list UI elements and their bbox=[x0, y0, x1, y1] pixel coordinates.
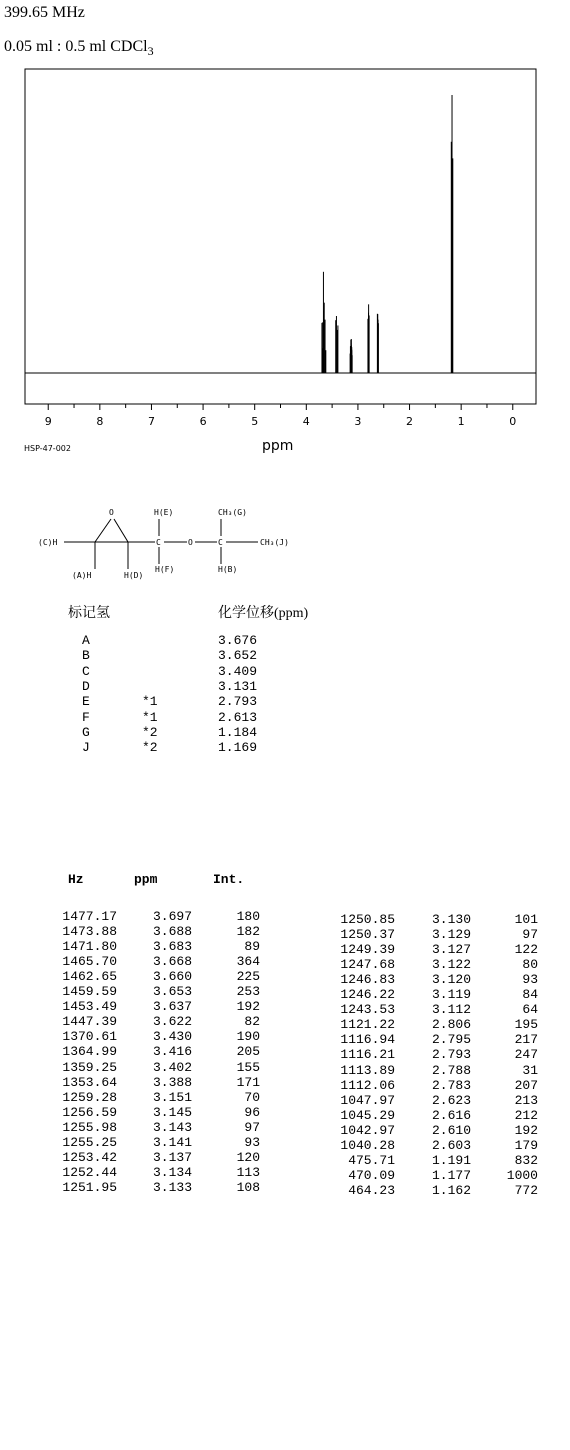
peak-intensity: 89 bbox=[244, 939, 260, 955]
peak-ppm: 2.806 bbox=[431, 1017, 471, 1033]
peak-intensity: 96 bbox=[244, 1104, 260, 1120]
hydrogen-label: A bbox=[82, 633, 90, 648]
peak-hz: 1047.97 bbox=[340, 1092, 395, 1108]
peak-row bbox=[0, 1017, 570, 1032]
peak-layer bbox=[322, 95, 453, 373]
peak-hz: 1255.25 bbox=[62, 1134, 117, 1150]
peak-ppm: 3.388 bbox=[152, 1074, 192, 1090]
x-tick-label: 9 bbox=[44, 415, 52, 428]
structure-bonds bbox=[64, 519, 258, 569]
peak-hz: 1259.28 bbox=[62, 1089, 117, 1105]
peak-row bbox=[0, 1063, 570, 1078]
h-e-label: H(E) bbox=[154, 508, 174, 517]
peak-ppm: 3.660 bbox=[152, 969, 192, 985]
peak-ppm: 3.637 bbox=[152, 999, 192, 1015]
shift-row bbox=[68, 725, 328, 739]
peak-hz: 1250.37 bbox=[340, 927, 395, 943]
peak-intensity: 217 bbox=[514, 1032, 538, 1048]
peak-intensity: 84 bbox=[522, 987, 538, 1003]
peak-intensity: 101 bbox=[514, 912, 538, 927]
peak-ppm: 3.119 bbox=[431, 987, 471, 1003]
peak-row bbox=[0, 1138, 570, 1153]
peak-ppm: 3.141 bbox=[152, 1134, 192, 1150]
peak-intensity: 155 bbox=[236, 1059, 260, 1075]
peak-row bbox=[0, 1002, 570, 1017]
peak-ppm: 1.162 bbox=[431, 1182, 471, 1198]
peak-hz: 1453.49 bbox=[62, 999, 117, 1015]
peak-intensity: 93 bbox=[522, 972, 538, 988]
peak-ppm: 3.129 bbox=[431, 927, 471, 943]
shift-row bbox=[68, 633, 328, 647]
peak-hz: 470.09 bbox=[348, 1167, 395, 1183]
chemical-shift-value: 3.409 bbox=[218, 663, 258, 679]
peak-header-ppm: ppm bbox=[134, 872, 158, 887]
peak-intensity: 70 bbox=[244, 1089, 260, 1105]
x-axis-ticks bbox=[45, 404, 517, 428]
carbon-2-label: C bbox=[218, 538, 223, 547]
peak-ppm: 3.430 bbox=[152, 1029, 192, 1045]
hydrogen-label: B bbox=[82, 648, 90, 664]
peak-hz: 1477.17 bbox=[62, 909, 117, 924]
peak-ppm: 3.137 bbox=[152, 1149, 192, 1165]
h-b-label: H(B) bbox=[218, 565, 238, 574]
nmr-spectrum-chart bbox=[0, 0, 570, 460]
chemical-shift-value: 1.169 bbox=[218, 740, 258, 756]
peak-hz: 1045.29 bbox=[340, 1107, 395, 1123]
peak-hz: 1243.53 bbox=[340, 1002, 395, 1018]
peak-intensity: 113 bbox=[236, 1164, 260, 1180]
peak-intensity: 213 bbox=[514, 1092, 538, 1108]
ch3-j-label: CH₃(J) bbox=[260, 538, 289, 547]
peak-row bbox=[0, 1047, 570, 1062]
peak-hz: 1471.80 bbox=[62, 939, 117, 955]
peak-intensity: 122 bbox=[514, 942, 538, 958]
shift-note: *1 bbox=[142, 709, 158, 725]
chemical-shift-value: 3.676 bbox=[218, 633, 258, 648]
peak-hz: 1459.59 bbox=[62, 984, 117, 1000]
spectrum-code: HSP-47-002 bbox=[24, 444, 71, 453]
peak-ppm: 3.416 bbox=[152, 1044, 192, 1060]
peak-hz: 1256.59 bbox=[62, 1104, 117, 1120]
h-f-label: H(F) bbox=[155, 565, 175, 574]
x-tick-label: 4 bbox=[302, 415, 310, 428]
peak-hz: 1246.22 bbox=[340, 987, 395, 1003]
carbon-1-label: C bbox=[156, 538, 161, 547]
peak-intensity: 93 bbox=[244, 1134, 260, 1150]
peak-row bbox=[0, 1123, 570, 1138]
shift-row bbox=[68, 648, 328, 662]
peak-ppm: 3.402 bbox=[152, 1059, 192, 1075]
peak-intensity: 120 bbox=[236, 1149, 260, 1165]
x-tick-label: 7 bbox=[147, 415, 155, 428]
peak-hz: 1116.94 bbox=[340, 1032, 395, 1048]
peak-intensity: 772 bbox=[514, 1182, 538, 1198]
peak-intensity: 195 bbox=[514, 1017, 538, 1033]
hydrogen-label: G bbox=[82, 724, 90, 740]
x-tick-label: 8 bbox=[96, 415, 104, 428]
peak-ppm: 3.151 bbox=[152, 1089, 192, 1105]
solvent-text: 0.05 ml : 0.5 ml CDCl bbox=[4, 38, 148, 55]
peak-header-hz: Hz bbox=[68, 872, 84, 887]
peak-ppm: 3.112 bbox=[431, 1002, 471, 1018]
shift-row bbox=[68, 694, 328, 708]
x-tick-label: 3 bbox=[354, 415, 362, 428]
hydrogen-label: J bbox=[82, 740, 90, 756]
h-d-label: H(D) bbox=[124, 571, 144, 580]
peak-hz: 475.71 bbox=[348, 1152, 395, 1168]
peak-row bbox=[0, 1032, 570, 1047]
peak-ppm: 2.603 bbox=[431, 1137, 471, 1153]
peak-hz: 1255.98 bbox=[62, 1119, 117, 1135]
peak-hz: 1121.22 bbox=[340, 1017, 395, 1033]
x-tick-label: 5 bbox=[251, 415, 259, 428]
hydrogen-label: F bbox=[82, 709, 90, 725]
epoxide-oxygen-label: O bbox=[109, 508, 114, 517]
peak-intensity: 182 bbox=[236, 924, 260, 940]
molecule-structure bbox=[38, 505, 338, 585]
peak-hz: 1473.88 bbox=[62, 924, 117, 940]
peak-row bbox=[0, 1183, 570, 1198]
peak-hz: 1370.61 bbox=[62, 1029, 117, 1045]
hydrogen-label-header: 标记氢 bbox=[68, 606, 110, 621]
peak-row bbox=[0, 972, 570, 987]
x-axis-label: ppm bbox=[262, 438, 294, 454]
ch3-g-label: CH₃(G) bbox=[218, 508, 247, 517]
peak-hz: 1042.97 bbox=[340, 1122, 395, 1138]
peak-hz: 1249.39 bbox=[340, 942, 395, 958]
peak-hz: 1359.25 bbox=[62, 1059, 117, 1075]
peak-ppm: 3.622 bbox=[152, 1014, 192, 1030]
peak-hz: 1447.39 bbox=[62, 1014, 117, 1030]
peak-intensity: 253 bbox=[236, 984, 260, 1000]
h-c-label: (C)H bbox=[38, 538, 58, 547]
x-tick-label: 6 bbox=[199, 415, 207, 428]
peak-intensity: 108 bbox=[236, 1179, 260, 1195]
chemical-shift-value: 2.613 bbox=[218, 709, 258, 725]
peak-ppm: 2.795 bbox=[431, 1032, 471, 1048]
chemical-shift-header: 化学位移(ppm) bbox=[218, 606, 309, 621]
peak-intensity: 171 bbox=[236, 1074, 260, 1090]
peak-intensity: 80 bbox=[522, 957, 538, 973]
peak-ppm: 3.133 bbox=[152, 1179, 192, 1195]
peak-hz: 1250.85 bbox=[340, 912, 395, 927]
chemical-shift-value: 3.131 bbox=[218, 678, 258, 694]
shift-note: *1 bbox=[142, 694, 158, 710]
peak-intensity: 247 bbox=[514, 1047, 538, 1063]
peak-row bbox=[0, 1168, 570, 1183]
peak-intensity: 832 bbox=[514, 1152, 538, 1168]
peak-intensity: 225 bbox=[236, 969, 260, 985]
peak-ppm: 3.697 bbox=[152, 909, 192, 924]
h-a-label: (A)H bbox=[72, 571, 92, 580]
ether-oxygen-label: O bbox=[188, 538, 193, 547]
spectrometer-frequency: 399.65 MHz bbox=[4, 4, 85, 21]
peak-row bbox=[0, 942, 570, 957]
peak-ppm: 2.623 bbox=[431, 1092, 471, 1108]
peak-hz: 1253.42 bbox=[62, 1149, 117, 1165]
chemical-shift-value: 1.184 bbox=[218, 724, 258, 740]
peak-row bbox=[0, 1093, 570, 1108]
peak-ppm: 2.616 bbox=[431, 1107, 471, 1123]
peak-ppm: 1.177 bbox=[431, 1167, 471, 1183]
peak-ppm: 2.610 bbox=[431, 1122, 471, 1138]
peak-intensity: 179 bbox=[514, 1137, 538, 1153]
peak-hz: 1252.44 bbox=[62, 1164, 117, 1180]
peak-ppm: 3.145 bbox=[152, 1104, 192, 1120]
peak-hz: 1246.83 bbox=[340, 972, 395, 988]
peak-ppm: 3.130 bbox=[431, 912, 471, 927]
x-tick-label: 1 bbox=[457, 415, 465, 428]
peak-ppm: 3.134 bbox=[152, 1164, 192, 1180]
peak-row bbox=[0, 987, 570, 1002]
solvent-subscript: 3 bbox=[147, 44, 154, 59]
peak-intensity: 82 bbox=[244, 1014, 260, 1030]
peak-hz: 1113.89 bbox=[340, 1062, 395, 1078]
peak-hz: 1465.70 bbox=[62, 954, 117, 970]
peak-ppm: 3.122 bbox=[431, 957, 471, 973]
shift-note: *2 bbox=[142, 740, 158, 756]
hydrogen-label: D bbox=[82, 678, 90, 694]
peak-intensity: 190 bbox=[236, 1029, 260, 1045]
shift-row bbox=[68, 664, 328, 678]
peak-row bbox=[0, 1153, 570, 1168]
peak-row bbox=[0, 927, 570, 942]
peak-intensity: 207 bbox=[514, 1077, 538, 1093]
plot-frame bbox=[25, 69, 536, 404]
peak-intensity: 1000 bbox=[506, 1167, 538, 1183]
peak-ppm: 3.683 bbox=[152, 939, 192, 955]
peak-row bbox=[0, 1108, 570, 1123]
x-tick-label: 0 bbox=[509, 415, 517, 428]
peak-hz: 1116.21 bbox=[340, 1047, 395, 1063]
hydrogen-label: E bbox=[82, 694, 90, 710]
x-tick-label: 2 bbox=[406, 415, 414, 428]
peak-intensity: 97 bbox=[244, 1119, 260, 1135]
peak-hz: 1251.95 bbox=[62, 1179, 117, 1195]
peak-row bbox=[0, 912, 570, 927]
peak-row bbox=[0, 1078, 570, 1093]
peak-row bbox=[0, 957, 570, 972]
peak-ppm: 3.653 bbox=[152, 984, 192, 1000]
peak-intensity: 31 bbox=[522, 1062, 538, 1078]
peak-intensity: 180 bbox=[236, 909, 260, 924]
shift-row bbox=[68, 710, 328, 724]
chemical-shift-value: 2.793 bbox=[218, 694, 258, 710]
peak-intensity: 192 bbox=[514, 1122, 538, 1138]
peak-ppm: 2.788 bbox=[431, 1062, 471, 1078]
peak-hz: 1364.99 bbox=[62, 1044, 117, 1060]
chemical-shift-value: 3.652 bbox=[218, 648, 258, 664]
peak-intensity: 192 bbox=[236, 999, 260, 1015]
shift-note: *2 bbox=[142, 724, 158, 740]
peak-ppm: 3.668 bbox=[152, 954, 192, 970]
peak-ppm: 3.127 bbox=[431, 942, 471, 958]
peak-intensity: 64 bbox=[522, 1002, 538, 1018]
peak-hz: 464.23 bbox=[348, 1182, 395, 1198]
peak-ppm: 3.688 bbox=[152, 924, 192, 940]
peak-ppm: 3.120 bbox=[431, 972, 471, 988]
peak-intensity: 97 bbox=[522, 927, 538, 943]
peak-intensity: 212 bbox=[514, 1107, 538, 1123]
peak-hz: 1112.06 bbox=[340, 1077, 395, 1093]
peak-ppm: 1.191 bbox=[431, 1152, 471, 1168]
peak-hz: 1040.28 bbox=[340, 1137, 395, 1153]
peak-ppm: 2.783 bbox=[431, 1077, 471, 1093]
shift-row bbox=[68, 679, 328, 693]
peak-intensity: 364 bbox=[236, 954, 260, 970]
peak-hz: 1247.68 bbox=[340, 957, 395, 973]
peak-hz: 1353.64 bbox=[62, 1074, 117, 1090]
peak-hz: 1462.65 bbox=[62, 969, 117, 985]
hydrogen-label: C bbox=[82, 663, 90, 679]
peak-header-int: Int. bbox=[213, 872, 245, 887]
peak-ppm: 3.143 bbox=[152, 1119, 192, 1135]
shift-row bbox=[68, 740, 328, 754]
peak-intensity: 205 bbox=[236, 1044, 260, 1060]
peak-ppm: 2.793 bbox=[431, 1047, 471, 1063]
